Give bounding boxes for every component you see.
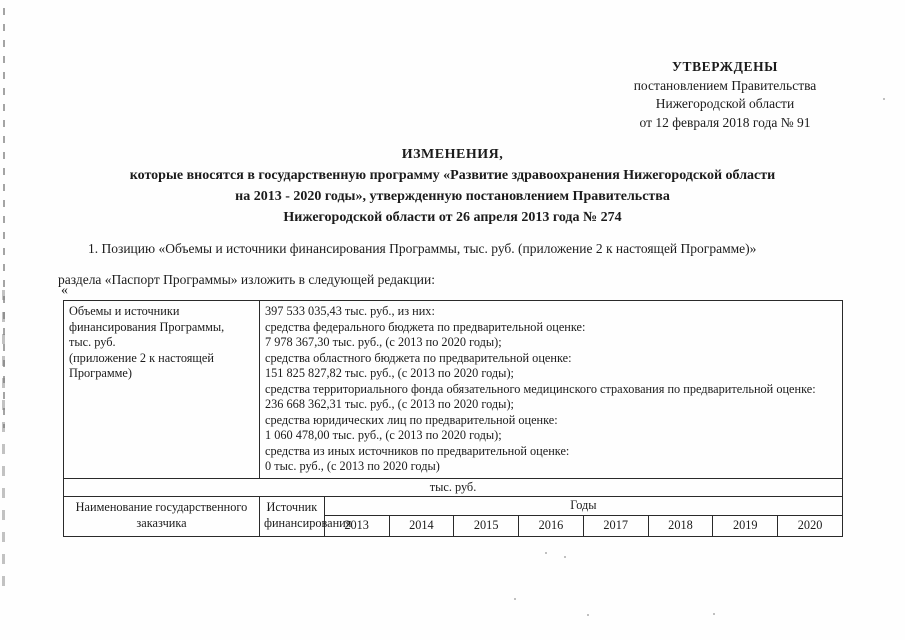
volume-detail-line: 151 825 827,82 тыс. руб., (с 2013 по 2020 годы); bbox=[265, 366, 514, 380]
header-source-line-2: финансирования bbox=[264, 515, 352, 530]
page-title: ИЗМЕНЕНИЯ, bbox=[401, 147, 504, 162]
header-cell-years-group bbox=[324, 496, 842, 515]
volume-detail-line: средства из иных источников по предварительной оценке: bbox=[265, 443, 570, 458]
cell-volumes-detail bbox=[260, 301, 843, 479]
document-title-block bbox=[55, 144, 850, 228]
header-year-label: 2019 bbox=[732, 517, 758, 532]
header-cell-year-2019 bbox=[713, 515, 778, 536]
position-label-line-5: Программе) bbox=[69, 366, 132, 380]
volume-detail-line: 0 тыс. руб., (с 2013 по 2020 годы) bbox=[265, 459, 440, 473]
header-cell-year-2018 bbox=[648, 515, 713, 536]
scan-speck bbox=[564, 556, 566, 558]
position-label-line-2: финансирования Программы, bbox=[69, 319, 225, 334]
table-row-header-top bbox=[64, 496, 843, 515]
body-paragraph-2: раздела «Паспорт Программы» изложить в следующей редакции: bbox=[58, 272, 435, 287]
cell-units bbox=[64, 478, 843, 496]
header-customer-line-1: Наименование государственного bbox=[75, 499, 248, 514]
header-cell-year-2020 bbox=[778, 515, 843, 536]
volume-detail-line: средства юридических лиц по предварительной оценке: bbox=[265, 412, 558, 427]
header-customer-line-2: заказчика bbox=[136, 515, 187, 530]
volume-detail-line: 7 978 367,30 тыс. руб., (с 2013 по 2020 годы); bbox=[265, 335, 502, 349]
header-cell-customer bbox=[64, 496, 260, 536]
opening-quotation-mark: « bbox=[61, 283, 68, 298]
header-year-label: 2015 bbox=[473, 517, 499, 532]
header-cell-year-2014 bbox=[389, 515, 454, 536]
program-financing-table bbox=[63, 300, 843, 537]
header-year-label: 2013 bbox=[344, 517, 369, 532]
position-label-line-1: Объемы и источники bbox=[69, 304, 180, 318]
scan-artifact-left-edge-lower bbox=[2, 290, 5, 590]
volume-detail-line: 236 668 362,31 тыс. руб., (с 2013 по 2020 годы); bbox=[265, 397, 514, 411]
table-row-units bbox=[64, 478, 843, 496]
approval-header bbox=[560, 58, 890, 132]
volume-detail-line: средства областного бюджета по предварительной оценке: bbox=[265, 350, 572, 365]
approval-line-3: Нижегородской области bbox=[655, 96, 795, 111]
approval-line-4: от 12 февраля 2018 года № 91 bbox=[639, 114, 811, 130]
title-line-4: Нижегородской области от 26 апреля 2013 года № 274 bbox=[283, 210, 622, 225]
body-paragraph-1: 1. Позицию «Объемы и источники финансирования Программы, тыс. руб. (приложение 2 к настоящей Программе)» bbox=[88, 241, 757, 256]
volumes-list bbox=[265, 304, 838, 475]
title-line-2: которые вносятся в государственную программу «Развитие здравоохранения Нижегородской области bbox=[129, 168, 776, 183]
scan-speck bbox=[514, 598, 516, 600]
scan-speck bbox=[713, 613, 715, 615]
header-year-label: 2020 bbox=[797, 517, 823, 532]
approval-line-2: постановлением Правительства bbox=[633, 77, 817, 93]
volume-detail-line: средства территориального фонда обязательного медицинского страхования по предварительной оценке: bbox=[265, 381, 816, 396]
header-cell-funding-source bbox=[260, 496, 352, 536]
header-cell-year-2016 bbox=[519, 515, 584, 536]
header-year-label: 2016 bbox=[538, 517, 564, 532]
units-label: тыс. руб. bbox=[429, 479, 477, 494]
volume-detail-line: 397 533 035,43 тыс. руб., из них: bbox=[265, 304, 435, 318]
scan-speck bbox=[545, 552, 547, 554]
position-label-line-4: (приложение 2 к настоящей bbox=[69, 350, 214, 365]
volume-detail-line: средства федерального бюджета по предварительной оценке: bbox=[265, 319, 586, 334]
header-cell-year-2017 bbox=[583, 515, 648, 536]
header-year-label: 2017 bbox=[603, 517, 628, 532]
approval-keyword: УТВЕРЖДЕНЫ bbox=[671, 59, 779, 74]
header-cell-year-2015 bbox=[454, 515, 519, 536]
cell-position-label bbox=[64, 301, 260, 479]
header-year-label: 2018 bbox=[668, 517, 693, 532]
header-year-label: 2014 bbox=[409, 517, 434, 532]
header-years-label: Годы bbox=[570, 497, 597, 512]
scan-speck bbox=[587, 614, 589, 616]
table-row-volumes bbox=[64, 301, 843, 479]
title-line-3: на 2013 - 2020 годы», утвержденную постановлением Правительства bbox=[235, 189, 670, 204]
position-label-line-3: тыс. руб. bbox=[69, 335, 116, 349]
header-source-line-1: Источник bbox=[266, 499, 318, 514]
volume-detail-line: 1 060 478,00 тыс. руб., (с 2013 по 2020 годы); bbox=[265, 428, 502, 442]
